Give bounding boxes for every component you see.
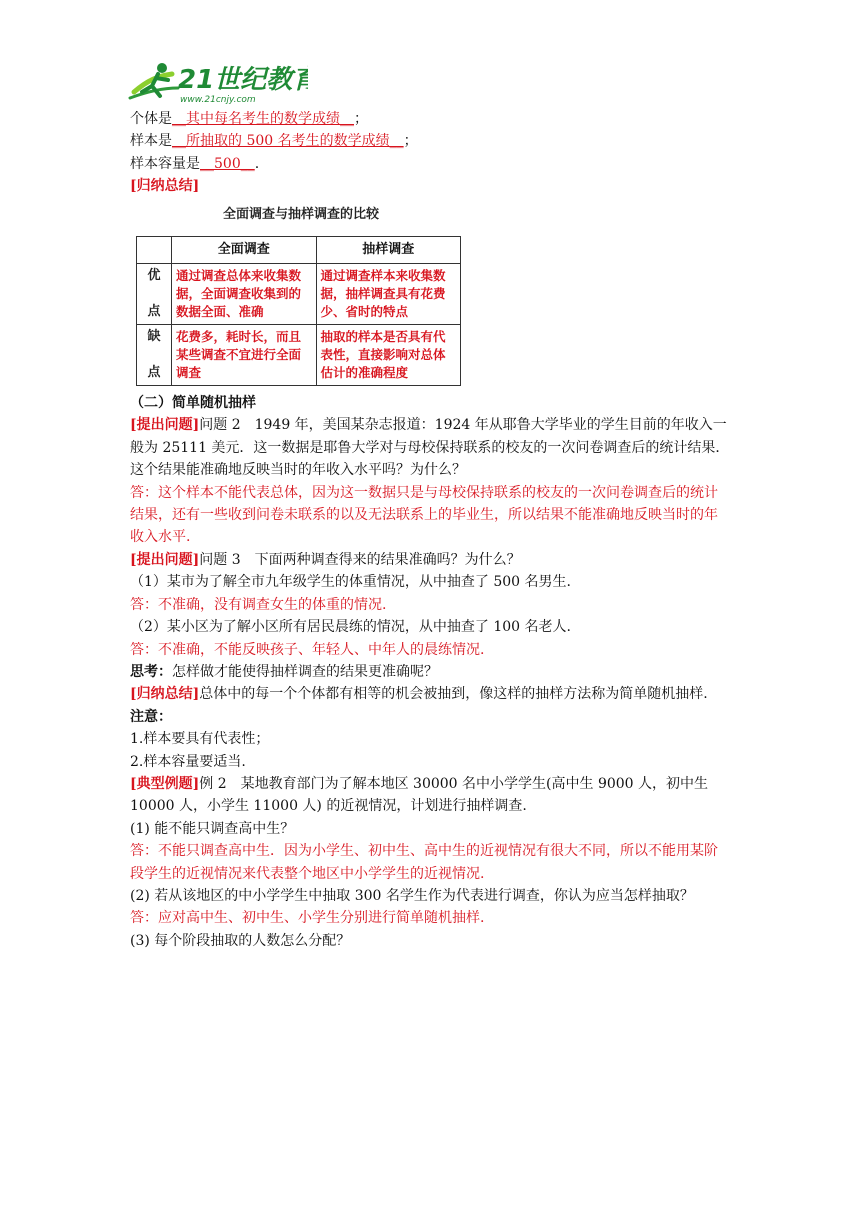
note-item-1: 1.样本要具有代表性； [130, 731, 270, 748]
summary-2: [归纳总结]总体中的每一个个体都有相等的机会被抽到，像这样的抽样方法称为简单随机抽样. [130, 686, 708, 703]
cell-full-advantages: 通过调查总体来收集数据，全面调查收集到的数据全面、准确 [172, 264, 317, 325]
logo-graphic [128, 58, 308, 106]
note-item-2: 2.样本容量要适当. [130, 753, 246, 770]
question-2: [提出问题]问题 2 1949 年，美国某杂志报道：1924 年从耶鲁大学毕业的学生目前的年收入一般为 25111 美元．这一数据是耶鲁大学对与母校保持联系的校友的一次问卷调查后的统计结果． [130, 417, 730, 456]
question-3-item-1: （1）某市为了解全市九年级学生的体重情况，从中抽查了 500 名男生. [130, 574, 571, 591]
individual-line: 个体是__其中每名考生的数学成绩__； [130, 111, 368, 127]
col-header-sample: 抽样调查 [316, 237, 461, 264]
question-3-item-2: （2）某小区为了解小区所有居民晨练的情况，从中抽查了 100 名老人. [130, 619, 571, 636]
document-content [130, 108, 730, 952]
comparison-table-figure [136, 204, 466, 386]
summary-tag-1: [归纳总结] [130, 178, 200, 195]
table-row-disadvantages [137, 325, 461, 386]
example-2-q1: (1) 能不能只调查高中生？ [130, 820, 295, 837]
question-3-answer-2: 答：不准确，不能反映孩子、年轻人、中年人的晨练情况. [130, 641, 485, 658]
question-3-answer-1: 答：不准确，没有调查女生的体重的情况. [130, 596, 387, 613]
comparison-table [136, 236, 461, 386]
think-line: 思考：怎样做才能使得抽样调查的结果更准确呢？ [130, 663, 438, 680]
sample-line: 样本是__所抽取的 500 名考生的数学成绩__； [130, 133, 418, 150]
cell-full-disadvantages: 花费多，耗时长，而且某些调查不宜进行全面调查 [172, 325, 317, 386]
row-header-disadvantages: 缺 点 [137, 325, 172, 386]
logo-21cnjy [128, 58, 308, 106]
section-heading: （二）简单随机抽样 [130, 395, 256, 412]
example-2-q3: (3) 每个阶段抽取的人数怎么分配？ [130, 932, 351, 949]
sample-size-answer: __500__ [200, 155, 255, 172]
question-2-ask: 这个结果能准确地反映当时的年收入水平吗？为什么？ [130, 462, 466, 479]
example-2-a2: 答：应对高中生、初中生、小学生分别进行简单随机抽样. [130, 910, 485, 927]
sample-size-line: 样本容量是__500__. [130, 155, 260, 172]
example-2-q2: (2) 若从该地区的中小学学生中抽取 300 名学生作为代表进行调查，你认为应当怎样抽取？ [130, 887, 694, 904]
sample-answer: __所抽取的 500 名考生的数学成绩__ [172, 133, 404, 150]
table-corner [137, 237, 172, 264]
logo-url: www.21cnjy.com [180, 95, 256, 105]
question-3: [提出问题]问题 3 下面两种调查得来的结果准确吗？为什么？ [130, 551, 521, 568]
example-2-a1: 答：不能只调查高中生．因为小学生、初中生、高中生的近视情况有很大不同，所以不能用某阶段学生的近视情况来代表整个地区中小学学生的近视情况. [130, 843, 718, 882]
row-header-advantages: 优 点 [137, 264, 172, 325]
example-2: [典型例题]例 2 某地教育部门为了解本地区 30000 名中小学学生(高中生 9000 人，初中生 10000 人，小学生 11000 人) 的近视情况，计划进行抽样调查. [130, 775, 709, 815]
question-2-answer: 答：这个样本不能代表总体，因为这一数据只是与母校保持联系的校友的一次问卷调查后的统计结果，还有一些收到问卷未联系的以及无法联系上的毕业生，所以结果不能准确地反映当时的年收入水平. [130, 484, 718, 546]
note-heading: 注意： [130, 708, 172, 725]
table-header-row [137, 237, 461, 264]
table-row-advantages [137, 264, 461, 325]
individual-answer: __其中每名考生的数学成绩__ [172, 111, 354, 127]
col-header-full: 全面调查 [172, 237, 317, 264]
cell-sample-advantages: 通过调查样本来收集数据，抽样调查具有花费少、省时的特点 [316, 264, 461, 325]
table-title: 全面调查与抽样调查的比较 [222, 206, 379, 222]
logo-text: 21世纪教育 [178, 65, 308, 95]
cell-sample-disadvantages: 抽取的样本是否具有代表性，直接影响对总体估计的准确程度 [316, 325, 461, 386]
